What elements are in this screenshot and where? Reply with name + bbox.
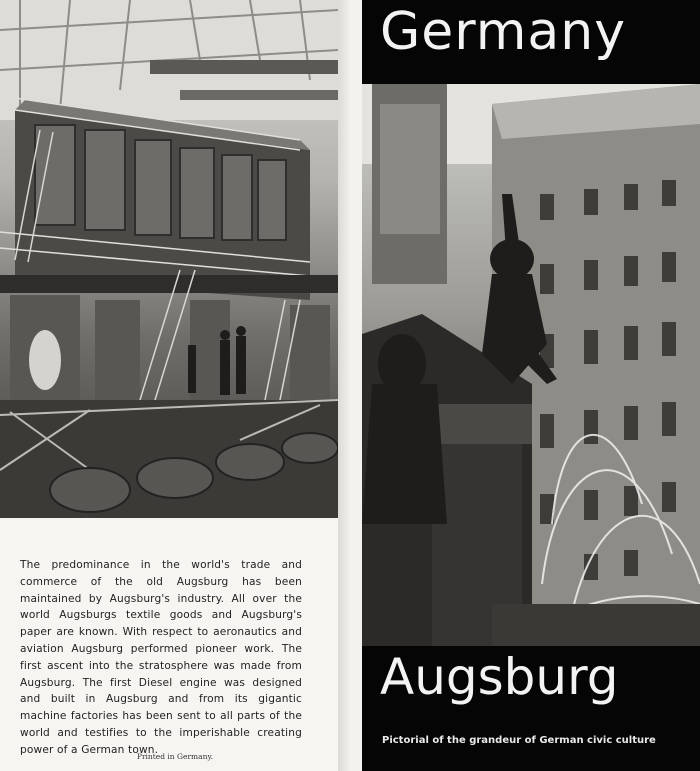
cover-panel <box>362 0 700 771</box>
fountain-statue-photo <box>362 84 700 646</box>
printed-in-note: Printed in Germany. <box>136 752 214 761</box>
description-paragraph: The predominance in the world's trade and commerce of the old Augsburg has been maintained by Augsburg's industry. All over the world Augsburgs textile goods and Augsburg's paper are known. With respect to aeronautics and aviation Augsburg performed pioneer work. The first ascent into the stratosphere was made from Augsburg. The first Diesel engine was designed and built in Augsburg and from its gigantic machine factories has been sent to all parts of the world and testifies to the imperishable creating power of a German town. <box>20 559 302 756</box>
cover-title-bottom: Augsburg <box>380 648 619 706</box>
cover-subtitle: Pictorial of the grandeur of German civic culture <box>382 735 656 746</box>
page-fold <box>338 0 350 771</box>
diesel-engine-factory-photo <box>0 0 338 518</box>
cover-title-top: Germany <box>380 2 627 62</box>
